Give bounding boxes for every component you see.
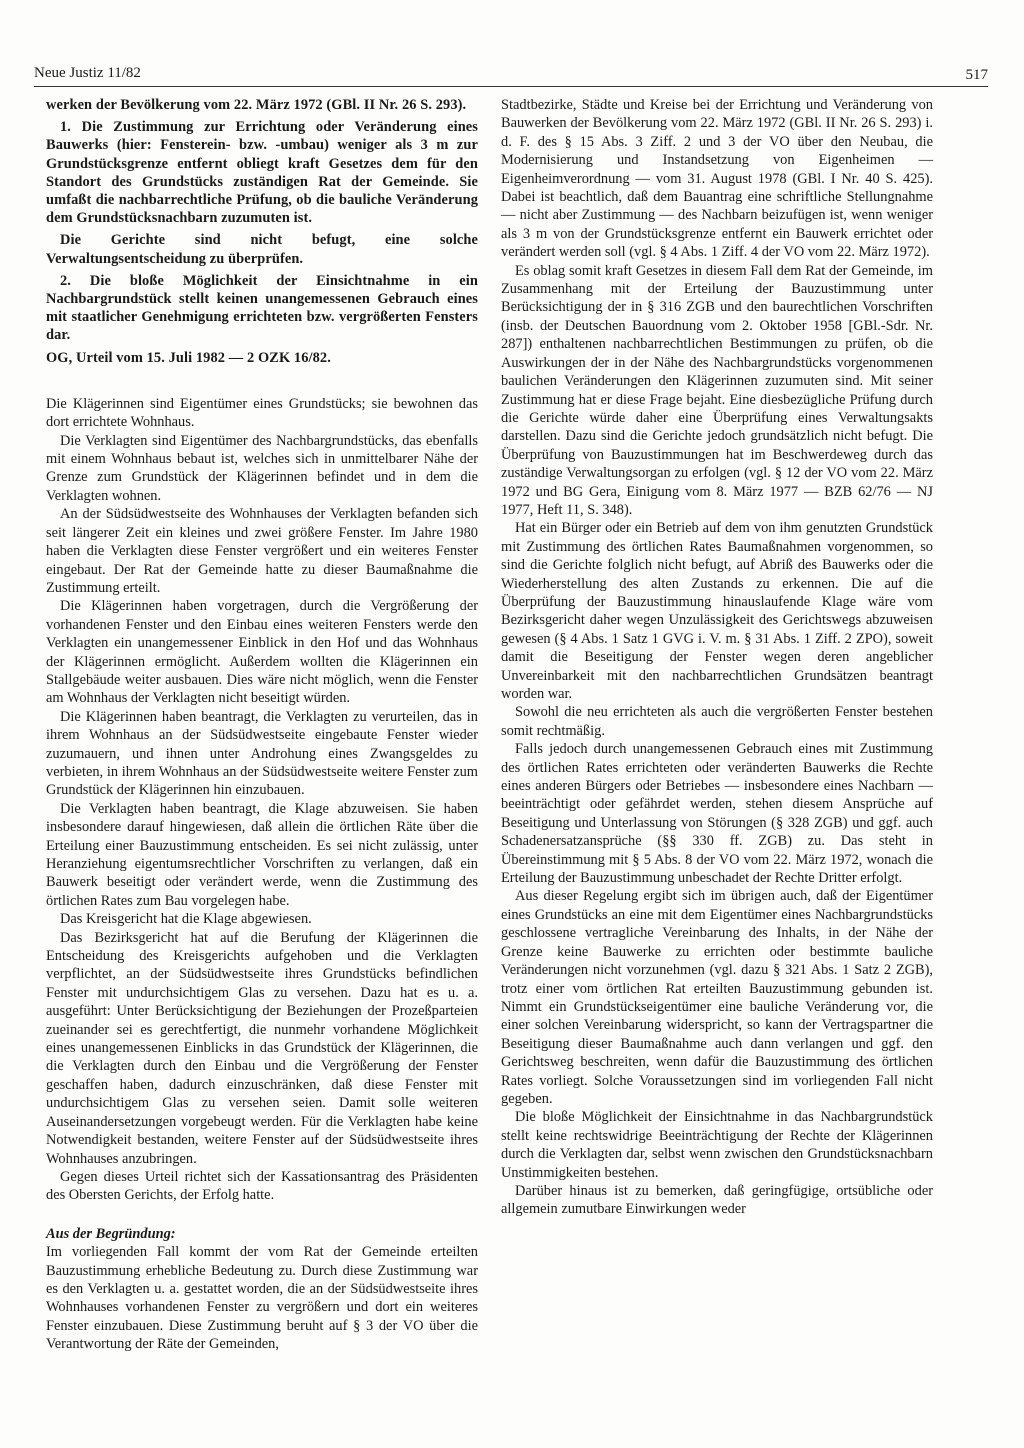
page-number: 517 <box>965 67 988 83</box>
facts-paragraph: Die Klägerinnen haben beantragt, die Verklagten zu verurteilen, das in ihrem Wohnhaus an der Südsüdwestseite eingebaute Fenster wieder zuzumauern, und ihnen unter Androhung eines Zwangsgeldes zu verbieten, in ihrem Wohnhaus an der Südsüdwestseite weitere Fenster zum Grundstück der Klägerinnen hin einzubauen. <box>46 708 478 799</box>
facts-paragraph: Gegen dieses Urteil richtet sich der Kassationsantrag des Präsidenten des Obersten Gerichts, der Erfolg hatte. <box>46 1168 478 1204</box>
headnote-point-1: 1. Die Zustimmung zur Errichtung oder Veränderung eines Bauwerks (hier: Fensterein- bzw. -umbau) weniger als 3 m zur Grundstücksgrenze entfernt obliegt kraft Gesetzes dem für den Standort des Grundstücks zuständigen Rat der Gemeinde. Sie umfaßt die nachbarrechtliche Prüfung, ob die bauliche Veränderung dem Grundstücksnachbarn zuzumuten ist. <box>46 119 478 227</box>
reasons-paragraph: Im vorliegenden Fall kommt der vom Rat der Gemeinde erteilten Bauzustimmung erhebliche Bedeutung zu. Durch diese Zustimmung war es den Verklagten u. a. gestattet worden, die an der Südsüdwestseite ihres Wohnhauses vorhandenen Fenster zu vergrößern und dort ein weiteres Fenster einzubauen. Diese Zustimmung beruht auf § 3 der VO über die Verantwortung der Räte der Gemeinden, <box>46 1244 478 1353</box>
facts-section <box>46 395 478 1205</box>
reasons-paragraph: Die bloße Möglichkeit der Einsichtnahme in das Nachbargrundstück stellt keine rechtswidrige Beeinträchtigung der Rechte der Klägerinnen durch die Verklagten dar, selbst wenn zwischen den Grundstücksnachbarn Unstimmigkeiten bestehen. <box>501 1109 933 1181</box>
reasons-paragraph: Sowohl die neu errichteten als auch die vergrößerten Fenster bestehen somit rechtmäßig. <box>501 704 933 739</box>
reasons-paragraph: Darüber hinaus ist zu bemerken, daß geringfügige, ortsübliche oder allgemein zumutbare Einwirkungen weder <box>501 1182 933 1218</box>
headnote-point-1b: Die Gerichte sind nicht befugt, eine solche Verwaltungsentscheidung zu überprüfen. <box>46 232 478 267</box>
reasons-heading: Aus der Begründung: <box>46 1225 176 1242</box>
case-citation: OG, Urteil vom 15. Juli 1982 — 2 OZK 16/82. <box>46 349 331 366</box>
reasons-paragraph: Stadtbezirke, Städte und Kreise bei der Errichtung und Veränderung von Bauwerken der Bevölkerung vom 22. März 1972 (GBl. II Nr. 26 S. 293) i. d. F. des § 15 Abs. 3 Ziff. 2 und 3 der VO über den Neubau, die Modernisierung und Instandsetzung von Eigenheimen — Eigenheimverordnung — vom 31. August 1978 (GBl. I Nr. 40 S. 425). Dabei ist beachtlich, daß dem Bauantrag eine schriftliche Stellungnahme — nicht aber Zustimmung — des Nachbarn beizufügen ist, wenn weniger als 3 m von der Grundstücksgrenze entfernt ein Bauwerk errichtet oder verändert werden soll (vgl. § 4 Abs. 1 Ziff. 4 der VO vom 22. März 1972). <box>501 97 933 261</box>
headnote-intro: werken der Bevölkerung vom 22. März 1972 (GBl. II Nr. 26 S. 293). <box>46 97 467 113</box>
facts-paragraph: An der Südsüdwestseite des Wohnhauses der Verklagten befanden sich seit längerer Zeit ein kleines und zwei größere Fenster. Im Jahre 1980 haben die Verklagten diese Fenster vergrößert und ein weiteres Fenster eingebaut. Der Rat der Gemeinde hatte zu dieser Baumaßnahme die Zustimmung erteilt. <box>46 506 478 596</box>
running-header <box>34 62 988 87</box>
left-column <box>46 96 478 1354</box>
facts-paragraph: Die Verklagten sind Eigentümer des Nachbargrundstücks, das ebenfalls mit einem Wohnhaus bebaut ist, welches sich in unmittelbarer Nähe der Grenze zum Grundstück der Klägerinnen befindet und in dem die Verklagten wohnen. <box>46 432 478 504</box>
facts-paragraph: Die Klägerinnen haben vorgetragen, durch die Vergrößerung der vorhandenen Fenster und den Einbau eines weiteren Fensters werde den Verklagten ein unangemessener Einblick in den Hof und das Wohnhaus der Klägerinnen ermöglicht. Außerdem wollten die Klägerinnen ein Stallgebäude weiter ausbauen. Dies wäre nicht möglich, wenn die Fenster am Wohnhaus der Verklagten nicht beseitigt würden. <box>46 598 478 707</box>
facts-paragraph: Die Verklagten haben beantragt, die Klage abzuweisen. Sie haben insbesondere darauf hingewiesen, daß allein die örtlichen Räte über die Erteilung einer Bauzustimmung entscheiden. Es sei nicht zulässig, unter Heranziehung eigentumsrechtlicher Vorschriften zu verlangen, daß ein Bauwerk beseitigt oder verändert werde, wenn die Zustimmung des örtlichen Rates zum Bau vorgelegen habe. <box>46 800 478 909</box>
reasons-paragraph: Hat ein Bürger oder ein Betrieb auf dem von ihm genutzten Grundstück mit Zustimmung des örtlichen Rates Baumaßnahmen vorgenommen, so sind die Gerichte folglich nicht befugt, auf Abriß des Bauwerks oder die Wiederherstellung des alten Zustands zu erkennen. Die auf die Überprüfung der Bauzustimmung hinauslaufende Klage wäre vom Bezirksgericht daher wegen Unzulässigkeit des Gerichtswegs abzuweisen gewesen (§ 4 Abs. 1 Satz 1 GVG i. V. m. § 31 Abs. 1 Ziff. 2 ZPO), soweit damit die Beseitigung der Fenster wegen deren angeblicher Unvereinbarkeit mit den nachbarrechtlichen Grundsätzen beantragt worden war. <box>501 520 933 702</box>
facts-paragraph: Das Kreisgericht hat die Klage abgewiesen. <box>60 911 312 928</box>
reasons-paragraph: Aus dieser Regelung ergibt sich im übrigen auch, daß der Eigentümer eines Grundstücks an eine mit dem Eigentümer eines Nachbargrundstücks geschlossene vertragliche Vereinbarung des Inhalts, in der Nähe der Grenze keine Bauwerke zu errichten oder bestimmte bauliche Veränderungen nicht vorzunehmen (vgl. dazu § 321 Abs. 1 Satz 2 ZGB), trotz einer vom örtlichen Rat erteilten Bauzustimmung gebunden ist. Nimmt ein Grundstückseigentümer eine bauliche Veränderung vor, die einer solchen Vereinbarung widerspricht, so kann der Vertragspartner die Beseitigung dieser Baumaßnahme auch dann verlangen und ggf. den Gerichtsweg beschreiten, wenn dafür die Bauzustimmung des örtlichen Rates vorliegt. Solche Voraussetzungen sind im vorliegenden Fall nicht gegeben. <box>501 888 933 1107</box>
headnote-point-2: 2. Die bloße Möglichkeit der Einsichtnahme in ein Nachbargrundstück stellt keinen unangemessenen Gebrauch eines mit staatlicher Genehmigung errichteten bzw. vergrößerten Fensters dar. <box>46 272 478 344</box>
right-column <box>501 96 933 1219</box>
journal-title: Neue Justiz 11/82 <box>34 65 141 81</box>
facts-paragraph: Die Klägerinnen sind Eigentümer eines Grundstücks; sie bewohnen das dort errichtete Wohnhaus. <box>46 395 478 431</box>
reasons-paragraph: Falls jedoch durch unangemessenen Gebrauch eines mit Zustimmung des örtlichen Rates errichteten oder veränderten Bauwerks die Rechte eines anderen Bürgers oder Betriebes — insbesondere eines Nachbarn — beeinträchtigt oder gefährdet werden, stehen diesem Ansprüche auf Beseitigung und Unterlassung von Störungen (§ 328 ZGB) und ggf. auch Schadenersatzansprüche (§§ 330 ff. ZGB) zu. Das steht in Übereinstimmung mit § 5 Abs. 8 der VO vom 22. März 1972, wonach die Erteilung der Bauzustimmung unbeschadet der Rechte Dritter erfolgt. <box>501 741 933 887</box>
headnote <box>46 96 478 367</box>
reasons-section <box>46 1225 478 1354</box>
reasons-paragraph: Es oblag somit kraft Gesetzes in diesem Fall dem Rat der Gemeinde, im Zusammenhang mit der Erteilung der Bauzustimmung unter Berücksichtigung der in § 316 ZGB und den baurechtlichen Vorschriften (insb. der Deutschen Bauordnung vom 2. Oktober 1958 [GBl.-Sdr. Nr. 287]) enthaltenen nachbarrechtlichen Bestimmungen zu prüfen, ob die Auswirkungen der in der Nähe des Nachbargrundstücks vorgenommenen baulichen Veränderungen den Klägerinnen zuzumuten sind. Mit seiner Zustimmung hat er diese Frage bejaht. Eine diesbezügliche Prüfung durch die Gerichte würde daher eine Überprüfung eines Verwaltungsakts darstellen. Dazu sind die Gerichte jedoch grundsätzlich nicht befugt. Die Überprüfung von Bauzustimmungen hat im Beschwerdeweg durch das zuständige Verwaltungsorgan zu erfolgen (vgl. § 12 der VO vom 22. März 1972 und BG Gera, Einigung vom 8. März 1977 — BZB 62/76 — NJ 1977, Heft 11, S. 348). <box>501 262 933 518</box>
facts-paragraph: Das Bezirksgericht hat auf die Berufung der Klägerinnen die Entscheidung des Kreisgerichts aufgehoben und die Verklagten verpflichtet, an der Südsüdwestseite ihres Grundstücks befindlichen Fenster mit undurchsichtigem Glas zu versehen. Dazu hat es u. a. ausgeführt: Unter Berücksichtigung der Beziehungen der Prozeßparteien zueinander sei es gerechtfertigt, die nunmehr vorhandene Möglichkeit eines unangemessenen Einblicks in das Grundstück der Klägerinnen, die die Verklagten durch den Einbau und die Vergrößerung der Fenster geschaffen haben, dadurch einzuschränken, daß diese Fenster mit undurchsichtigem Glas zu versehen seien. Damit solle weiteren Auseinandersetzungen vorgebeugt werden. Für die Verklagten habe keine Notwendigkeit bestanden, weitere Fenster auf der Südsüdwestseite ihres Wohnhauses anzubringen. <box>46 929 478 1167</box>
